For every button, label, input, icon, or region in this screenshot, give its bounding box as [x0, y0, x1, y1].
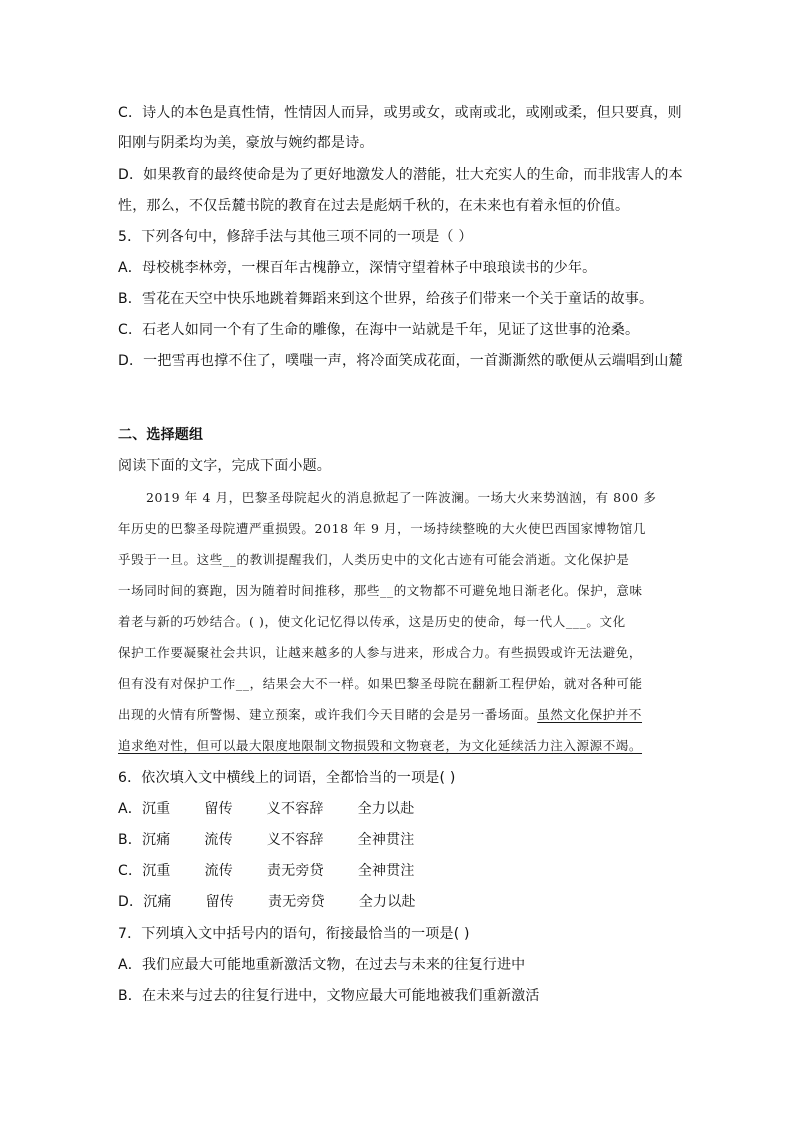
q5-option-b: B．雪花在天空中快乐地跳着舞蹈来到这个世界，给孩子们带来一个关于童话的故事。	[118, 291, 654, 307]
q6-option-b	[118, 830, 414, 850]
q4-option-d-line2: 性，那么，不仅岳麓书院的教育在过去是彪炳千秋的，在未来也有着永恒的价值。	[118, 198, 630, 214]
q4-option-c-line1: C．诗人的本色是真性情，性情因人而异，或男或女，或南或北，或刚或柔，但只要真，则	[118, 105, 682, 121]
passage-line: 但有没有对保护工作__，结果会大不一样。如果巴黎圣母院在翻新工程伊始，就对各种可能	[118, 676, 643, 691]
option-word: 责无旁贷	[268, 894, 325, 910]
option-word: 沉重	[142, 863, 171, 879]
underlined-sentence-part2: 追求绝对性，但可以最大限度地限制文物损毁和文物衰老，为文化延续活力注入源源不竭。	[118, 738, 643, 753]
option-word: 留传	[204, 801, 233, 817]
q5-option-a: A．母校桃李林旁，一棵百年古槐静立，深情守望着林子中琅琅读书的少年。	[118, 260, 597, 276]
passage-line: 乎毁于一旦。这些__的教训提醒我们，人类历史中的文化古迹有可能会消逝。文化保护是	[118, 552, 630, 567]
q5-option-c: C．石老人如同一个有了生命的雕像，在海中一站就是千年，见证了这世事的沧桑。	[118, 322, 640, 338]
q4-option-c-line2: 阳刚与阴柔均为美，豪放与婉约都是诗。	[118, 135, 374, 151]
q6-stem: 6．依次填入文中横线上的词语，全都恰当的一项是( )	[118, 770, 456, 786]
option-word: 流传	[204, 863, 233, 879]
option-word: 义不容辞	[266, 832, 324, 848]
passage-line: 保护工作要凝聚社会共识，让越来越多的人参与进来，形成合力。有些损毁或许无法避免，	[118, 645, 643, 660]
option-word: 全神贯注	[357, 832, 415, 848]
option-word: 全神贯注	[357, 863, 415, 879]
passage-line: 年历史的巴黎圣母院遭严重损毁。2018 年 9 月，一场持续整晚的大火使巴西国家博物馆几	[118, 521, 647, 536]
option-word: 义不容辞	[266, 801, 324, 817]
passage-line: 着老与新的巧妙结合。( )，使文化记忆得以传承，这是历史的使命，每一代人___。文化	[118, 614, 626, 629]
q6-option-d	[118, 892, 416, 912]
passage-line: 一场同时间的赛跑，因为随着时间推移，那些__的文物都不可避免地日渐老化。保护，意味	[118, 583, 643, 598]
option-word: 全力以赴	[358, 894, 416, 910]
option-word: 流传	[204, 832, 233, 848]
q6-option-c	[118, 861, 415, 881]
option-word: 留传	[205, 894, 234, 910]
underlined-sentence-part1: 虽然文化保护并不	[537, 707, 643, 722]
option-letter: A．	[118, 801, 142, 817]
option-letter: C．	[118, 863, 143, 879]
q7-option-b: B．在未来与过去的往复行进中，文物应最大可能地被我们重新激活	[118, 988, 540, 1004]
q4-option-d-line1: D．如果教育的最终使命是为了更好地激发人的潜能，壮大充实人的生命，而非戕害人的本	[118, 167, 683, 183]
option-word: 沉痛	[143, 894, 172, 910]
option-letter: B．	[118, 832, 143, 848]
option-word: 沉重	[141, 801, 171, 817]
passage-line: 2019 年 4 月，巴黎圣母院起火的消息掀起了一阵波澜。一场大火来势汹汹，有 800 多	[146, 490, 657, 505]
q5-option-d: D．一把雪再也撑不住了，噗嗤一声，将冷面笑成花面，一首澌澌然的歌便从云端唱到山麓	[118, 353, 683, 369]
option-letter: D．	[118, 894, 144, 910]
q5-stem: 5．下列各句中，修辞手法与其他三项不同的一项是（ ）	[118, 229, 473, 245]
q6-option-a	[118, 799, 414, 819]
option-word: 沉痛	[142, 832, 171, 848]
passage-text: 出现的火情有所警惕、建立预案，或许我们今天目睹的会是另一番场面。	[118, 707, 538, 722]
q7-stem: 7．下列填入文中括号内的语句，衔接最恰当的一项是( )	[118, 926, 470, 942]
q7-option-a: A．我们应最大可能地重新激活文物，在过去与未来的往复行进中	[118, 957, 526, 973]
passage-line	[118, 705, 642, 725]
option-word: 责无旁贷	[267, 863, 324, 879]
option-word: 全力以赴	[357, 801, 415, 817]
passage-instruction: 阅读下面的文字，完成下面小题。	[118, 458, 331, 474]
section-heading: 二、选择题组	[118, 427, 204, 443]
